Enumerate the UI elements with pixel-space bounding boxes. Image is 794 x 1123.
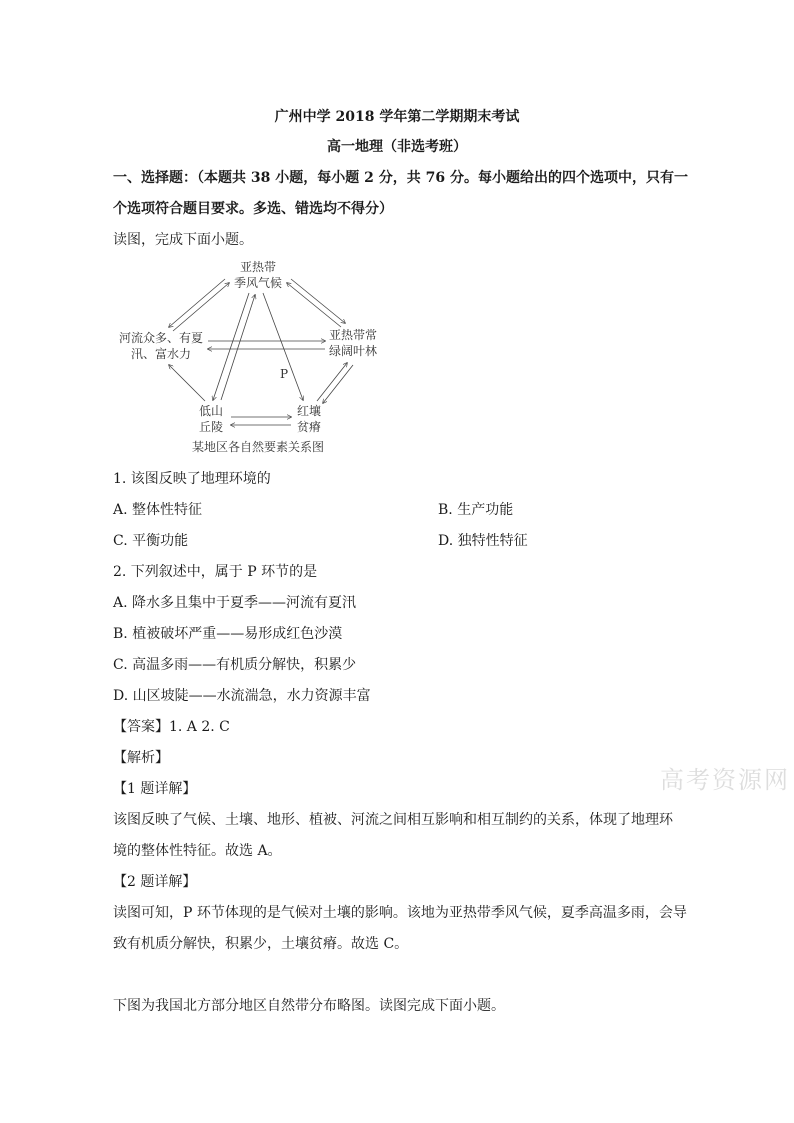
answer-line: 【答案】1. A 2. C [113, 719, 230, 735]
q1-option-d: D. 独特性特征 [438, 533, 528, 549]
q2-option-a: A. 降水多且集中于夏季——河流有夏汛 [113, 595, 357, 611]
q2-stem: 2. 下列叙述中，属于 P 环节的是 [113, 564, 318, 580]
q1-option-a: A. 整体性特征 [113, 502, 203, 518]
detail-2-line1: 读图可知，P 环节体现的是气候对土壤的影响。该地为亚热带季风气候，夏季高温多雨，会导 [113, 905, 687, 921]
node-river-line1: 河流众多、有夏 [118, 331, 204, 345]
arrow-vegetation-to-soil [323, 365, 353, 403]
node-climate-line2: 季风气候 [233, 276, 283, 290]
arrow-soil-to-vegetation [317, 363, 347, 401]
watermark: 高考资源网 [660, 766, 790, 794]
node-terrain-line1: 低山 [198, 404, 224, 418]
q1-option-b: B. 生产功能 [438, 502, 514, 518]
node-vegetation-line2: 绿阔叶林 [328, 344, 378, 358]
q2-option-b: B. 植被破坏严重——易形成红色沙漠 [113, 626, 343, 642]
q2-option-c: C. 高温多雨——有机质分解快，积累少 [113, 657, 357, 673]
node-soil-line2: 贫瘠 [296, 420, 322, 434]
node-river-line2: 汛、富水力 [130, 347, 192, 361]
q1-stem: 1. 该图反映了地理环境的 [113, 471, 271, 487]
detail-2-line2: 致有机质分解快，积累少，土壤贫瘠。故选 C。 [113, 936, 409, 952]
detail-1-line2: 境的整体性特征。故选 A。 [113, 843, 282, 859]
q1-option-c: C. 平衡功能 [113, 533, 189, 549]
arrow-climate-to-soil-p [263, 293, 303, 400]
next-question-intro: 下图为我国北方部分地区自然带分布略图。读图完成下面小题。 [113, 998, 505, 1014]
exam-title: 广州中学 2018 学年第二学期期末考试 [274, 109, 520, 125]
node-terrain-line2: 丘陵 [198, 420, 224, 434]
diagram-caption: 某地区各自然要素关系图 [191, 440, 325, 454]
analysis-label: 【解析】 [113, 750, 169, 766]
node-vegetation-line1: 亚热带常 [328, 328, 378, 342]
q2-option-d: D. 山区坡陡——水流湍急，水力资源丰富 [113, 688, 371, 704]
node-soil-line1: 红壤 [296, 404, 322, 418]
relationship-diagram [113, 255, 393, 455]
label-p: P [280, 367, 289, 381]
arrow-climate-to-vegetation [291, 279, 345, 323]
section-heading-line1: 一、选择题：（本题共 38 小题，每小题 2 分，共 76 分。每小题给出的四个选项中，只有一 [113, 170, 688, 186]
arrow-terrain-to-river [169, 365, 205, 401]
arrow-vegetation-to-climate [287, 283, 341, 327]
detail-2-label: 【2 题详解】 [113, 874, 197, 890]
node-climate-line1: 亚热带 [239, 260, 277, 274]
detail-1-label: 【1 题详解】 [113, 781, 197, 797]
arrow-river-to-climate [173, 283, 229, 331]
arrow-terrain-to-climate [221, 295, 255, 400]
section-heading-line2: 个选项符合题目要求。多选、错选均不得分） [113, 201, 393, 217]
exam-subtitle: 高一地理（非选考班） [327, 139, 467, 155]
arrow-climate-to-river [169, 279, 225, 327]
intro-text: 读图，完成下面小题。 [113, 232, 253, 248]
arrow-climate-to-terrain [213, 293, 249, 400]
detail-1-line1: 该图反映了气候、土壤、地形、植被、河流之间相互影响和相互制约的关系，体现了地理环 [113, 812, 673, 828]
